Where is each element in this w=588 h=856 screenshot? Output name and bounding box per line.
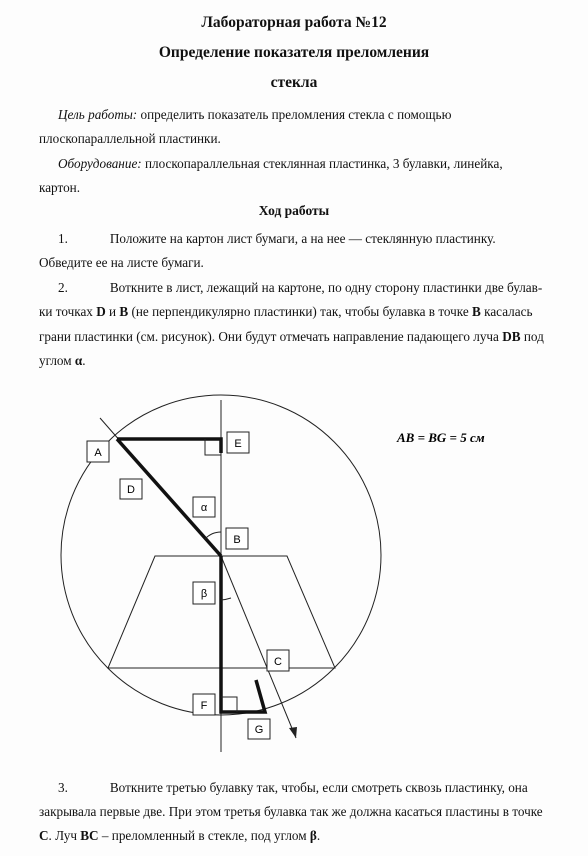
formula-ab-bg: AB = BG = 5 см <box>397 430 485 445</box>
point-b-ref: B <box>119 304 129 319</box>
step-1-number: 1. <box>58 231 68 246</box>
label-e: E <box>234 438 242 450</box>
step-2-text-b3: касалась <box>480 304 533 319</box>
label-beta: β <box>200 588 208 600</box>
equipment-text-b: картон. <box>39 180 81 195</box>
step-3 <box>58 776 578 800</box>
title-line-2: Определение показателя преломления <box>158 44 430 61</box>
step-3-text-b: закрывала первые две. При этом третья булавка так же должна касаться пластины в точке <box>39 804 543 819</box>
ray-db-ref: DB <box>502 329 521 344</box>
step-3-text-c2: – преломленный в стекле, под углом <box>98 828 310 843</box>
step-3-text-a: Воткните третью булавку так, чтобы, если смотреть сквозь пластинку, она <box>109 780 528 795</box>
step-3-line-c <box>39 824 578 848</box>
ray-bc-ref: BC <box>80 828 99 843</box>
goal-text-a: определить показатель преломления стекла с помощью <box>137 107 452 122</box>
label-b: B <box>233 534 241 546</box>
point-d-ref: D <box>96 304 106 319</box>
step-2-text-c1: грани пластинки (см. рисунок). Они будут отмечать направление падающего луча <box>39 329 503 344</box>
step-2-text-b2: (не перпендикулярно пластинки) так, чтобы булавка в точке <box>128 304 473 319</box>
alpha-arc <box>205 532 221 539</box>
step-3-text-c1: . Луч <box>48 828 81 843</box>
point-c-ref: C <box>39 828 49 843</box>
alpha-ref: α <box>74 353 83 368</box>
step-2-text-c2: под <box>520 329 544 344</box>
label-c: C <box>274 656 282 668</box>
label-a: A <box>94 447 102 459</box>
step-2-and: и <box>105 304 120 319</box>
label-f: F <box>200 700 208 712</box>
right-angle-e <box>205 439 221 455</box>
step-2-text-d2: . <box>82 353 86 368</box>
title-line-1: Лабораторная работа №12 <box>201 14 387 31</box>
goal-label: Цель работы: <box>58 107 138 122</box>
step-2-number: 2. <box>58 280 68 295</box>
step-1-text-b: Обведите ее на листе бумаги. <box>39 255 204 270</box>
step-2-text-d1: углом <box>39 353 75 368</box>
step-3-number: 3. <box>58 780 68 795</box>
equipment-text-a: плоскопараллельная стеклянная пластинка, 3 булавки, линейка, <box>141 156 503 171</box>
right-angle-f <box>221 697 237 712</box>
step-2-text-a: Воткните в лист, лежащий на картоне, по одну сторону пластинки две булав- <box>109 280 543 295</box>
step-3-text-c3: . <box>316 828 321 843</box>
title-line-3: стекла <box>270 74 318 91</box>
segment-bfg <box>221 556 265 712</box>
exit-ray-arrow <box>289 727 297 738</box>
goal-text-b: плоскопараллельной пластинки. <box>39 131 221 146</box>
label-g: G <box>254 724 264 736</box>
beta-ref: β <box>309 828 317 843</box>
label-d: D <box>127 484 135 496</box>
procedure-heading: Ход работы <box>258 203 330 218</box>
label-alpha: α <box>200 502 208 514</box>
step-2-text-b1: ки точках <box>39 304 97 319</box>
equipment-label: Оборудование: <box>58 156 142 171</box>
step-1-text-a: Положите на картон лист бумаги, а на нее — стеклянную пластинку. <box>109 231 496 246</box>
point-b-ref-2: B <box>472 304 481 319</box>
